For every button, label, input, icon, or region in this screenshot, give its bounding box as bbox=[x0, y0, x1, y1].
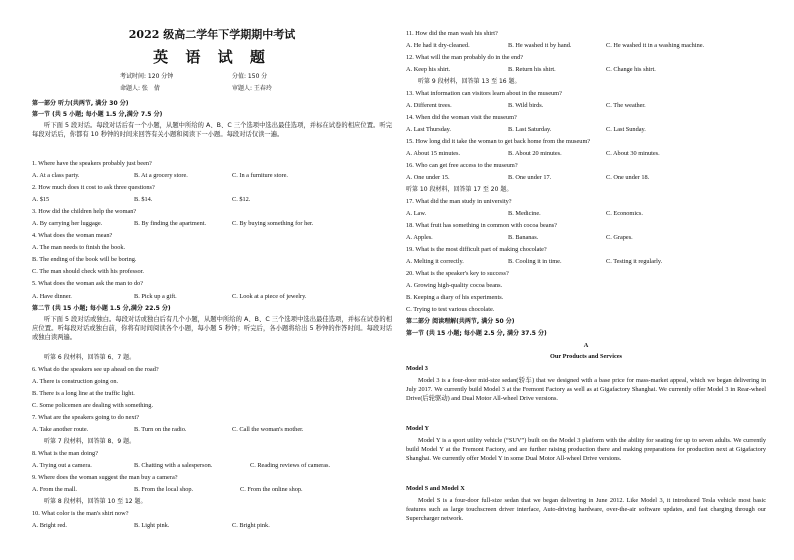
exam-score: 分值: 150 分 bbox=[232, 73, 268, 80]
options-7: A. Take another route. B. Turn on the radio. C. Call the woman's mother. bbox=[32, 426, 304, 433]
question-14: 14. When did the woman visit the museum? bbox=[406, 114, 517, 121]
question-19: 19. What is the most difficult part of making chocolate? bbox=[406, 246, 547, 253]
question-18: 18. What fruit has something in common with cocoa beans? bbox=[406, 222, 557, 229]
question-1: 1. Where have the speakers probably just been? bbox=[32, 160, 152, 167]
options-3: A. By carrying her luggage. B. By finding the apartment. C. By buying something for her. bbox=[32, 220, 314, 227]
options-8: A. Trying out a camera. B. Chatting with a salesperson. C. Reading reviews of cameras. bbox=[32, 462, 331, 469]
options-15: A. About 15 minutes. B. About 20 minutes. C. About 30 minutes. bbox=[406, 150, 660, 157]
options-18: A. Apples. B. Bananas. C. Grapes. bbox=[406, 234, 633, 241]
options-2: A. $15 B. $14. C. $12. bbox=[32, 196, 251, 203]
options-1: A. At a class party. B. At a grocery store. C. In a furniture store. bbox=[32, 172, 288, 179]
modelsx-paragraph: Model S is a four-door full-size sedan that we began delivering in June 2012. Like Model 3, it introduced Tesla vehicle most basic features such as large touchscreen driver interface, Auto-driving hardware, over-the-air software updates, and fast charging through our Supercharger network. bbox=[406, 497, 766, 522]
option-20c: C. Trying to test various chocolate. bbox=[406, 306, 495, 313]
subject-title: 英 语 试 题 bbox=[153, 48, 271, 66]
model3-paragraph: Model 3 is a four-door mid-size sedan(轿车) that we designed with a base price for mass-market appeal, which we began delivering in July 2017. We currently build Model 3 at the Fremont Factory as well as at Gigafactory Shanghai. We currently offer Model 3 in Rear-wheel Drive(后轮驱动) and Dual Motor All-wheel Drive versions. bbox=[406, 377, 766, 402]
section1-heading: 第一节 (共 5 小题; 每小题 1.5 分,满分 7.5 分) bbox=[32, 111, 163, 118]
options-5: A. Have dinner. B. Pick up a gift. C. Look at a piece of jewelry. bbox=[32, 293, 307, 300]
instructions-2: 听下面 5 段对话或独白。每段对话或独白后有几个小题，从题中所给的 A、B、C 三个选项中选出最佳选项，并标在试卷的相应位置。听每段对话或独白前，你将有时间阅读各个小题，每小题 5 秒钟；听完后，各小题将给出 5 秒钟的作答时间。每段对话或独白读两遍。 bbox=[32, 316, 392, 341]
options-13: A. Different trees. B. Wild birds. C. The weather. bbox=[406, 102, 646, 109]
model3-heading: Model 3 bbox=[406, 365, 428, 372]
question-5: 5. What does the woman ask the man to do? bbox=[32, 280, 144, 287]
question-20: 20. What is the speaker's key to success? bbox=[406, 270, 509, 277]
passage-title: Our Products and Services bbox=[549, 353, 622, 360]
option-6b: B. There is a long line at the traffic light. bbox=[32, 390, 135, 397]
option-20b: B. Keeping a diary of his experiments. bbox=[406, 294, 504, 301]
question-15: 15. How long did it take the woman to get back home from the museum? bbox=[406, 138, 591, 145]
option-4a: A. The man needs to finish the book. bbox=[32, 244, 126, 251]
question-11: 11. How did the man wash his shirt? bbox=[406, 30, 498, 37]
option-6a: A. There is construction going on. bbox=[32, 378, 119, 385]
options-10: A. Bright red. B. Light pink. C. Bright pink. bbox=[32, 522, 270, 529]
exam-time: 考试时间: 120 分钟 bbox=[120, 73, 174, 80]
modelsx-heading: Model S and Model X bbox=[406, 485, 465, 492]
reviewer: 审题人: 王春玲 bbox=[232, 85, 272, 92]
material-10: 听第 10 段材料，回答第 17 至 20 题。 bbox=[406, 186, 513, 193]
question-13: 13. What information can visitors learn about in the museum? bbox=[406, 90, 562, 97]
option-4b: B. The ending of the book will be boring. bbox=[32, 256, 137, 263]
question-8: 8. What is the man doing? bbox=[32, 450, 98, 457]
author: 命题人: 张 倩 bbox=[120, 85, 160, 92]
material-8: 听第 8 段材料，回答第 10 至 12 题。 bbox=[44, 498, 147, 505]
option-20a: A. Growing high-quality cocoa beans. bbox=[406, 282, 503, 289]
options-14: A. Last Thursday. B. Last Saturday. C. Last Sunday. bbox=[406, 126, 646, 133]
section3-heading: 第一节 (共 15 小题; 每小题 2.5 分, 满分 37.5 分) bbox=[406, 330, 547, 337]
question-12: 12. What will the man probably do in the end? bbox=[406, 54, 524, 61]
option-4c: C. The man should check with his professor. bbox=[32, 268, 144, 275]
modely-paragraph: Model Y is a sport utility vehicle (“SUV”) built on the Model 3 platform with the ability for seating for up to seven adults. We currently build Model Y at the Fremont Factory, and are further raising production there and making preparations for production next at Gigafactory Shanghai. We currently offer Model Y in some Dual Motor All-wheel Drive versions. bbox=[406, 437, 766, 462]
options-9: A. From the mall. B. From the local shop. C. From the online shop. bbox=[32, 486, 303, 493]
part2-heading: 第二部分 阅读理解(共两节, 满分 50 分) bbox=[406, 318, 515, 325]
exam-title: 2022 级高二学年下学期期中考试 bbox=[128, 28, 296, 41]
options-19: A. Melting it correctly. B. Cooling it in time. C. Testing it regularly. bbox=[406, 258, 663, 265]
modely-heading: Model Y bbox=[406, 425, 430, 432]
question-17: 17. What did the man study in university? bbox=[406, 198, 512, 205]
question-2: 2. How much does it cost to ask three questions? bbox=[32, 184, 155, 191]
part1-heading: 第一部分 听力(共两节, 满分 30 分) bbox=[32, 100, 129, 107]
options-17: A. Law. B. Medicine. C. Economics. bbox=[406, 210, 643, 217]
question-3: 3. How did the children help the woman? bbox=[32, 208, 137, 215]
material-6: 听第 6 段材料，回答第 6、7 题。 bbox=[44, 354, 136, 361]
section2-heading: 第二节 (共 15 小题; 每小题 1.5 分,满分 22.5 分) bbox=[32, 305, 171, 312]
instructions-1: 听下面 5 段对话。每段对话后有一个小题，从题中所给的 A、B、C 三个选项中选出最佳选项，并标在试卷的相应位置。听完每段对话后，你都有 10 秒钟的时间来回答有关小题和阅读下一小题。每段对话仅读一遍。 bbox=[32, 122, 392, 138]
options-16: A. One under 15. B. One under 17. C. One under 18. bbox=[406, 174, 650, 181]
question-16: 16. Who can get free access to the museum? bbox=[406, 162, 518, 169]
options-12: A. Keep his shirt. B. Return his shirt. C. Change his shirt. bbox=[406, 66, 656, 73]
question-7: 7. What are the speakers going to do next? bbox=[32, 414, 140, 421]
question-10: 10. What color is the man's shirt now? bbox=[32, 510, 129, 517]
question-6: 6. What do the speakers see up ahead on the road? bbox=[32, 366, 159, 373]
material-7: 听第 7 段材料，回答第 8、9 题。 bbox=[44, 438, 136, 445]
question-4: 4. What does the woman mean? bbox=[32, 232, 113, 239]
material-9: 听第 9 段材料，回答第 13 至 16 题。 bbox=[418, 78, 521, 85]
question-9: 9. Where does the woman suggest the man buy a camera? bbox=[32, 474, 178, 481]
option-6c: C. Some policemen are dealing with something. bbox=[32, 402, 154, 409]
options-11: A. He had it dry-cleaned. B. He washed it by hand. C. He washed it in a washing machine. bbox=[406, 42, 705, 49]
passage-label: A bbox=[583, 342, 589, 349]
